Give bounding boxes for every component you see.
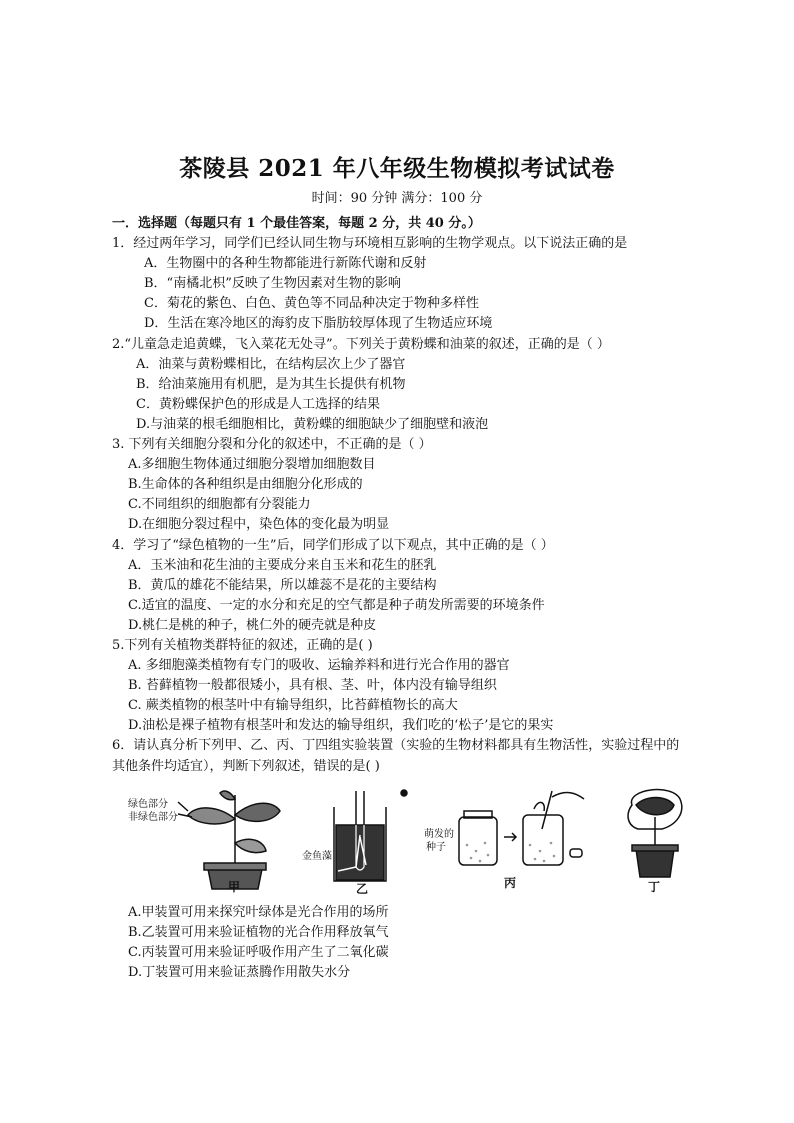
question-4-stem: 4．学习了“绿色植物的一生”后，同学们形成了以下观点，其中正确的是（ ） [112, 537, 554, 553]
question-6-option-a: A.甲装置可用来探究叶绿体是光合作用的场所 [128, 904, 389, 920]
question-4-option-c: C.适宜的温度、一定的水分和充足的空气都是种子萌发所需要的环境条件 [128, 597, 545, 613]
caption-yi: 乙 [356, 881, 369, 896]
question-5-option-b: B. 苔藓植物一般都很矮小，具有根、茎、叶，体内没有输导组织 [128, 678, 497, 694]
caption-jia: 甲 [228, 879, 241, 894]
question-4-option-d: D.桃仁是桃的种子，桃仁外的硬壳就是种皮 [128, 617, 377, 633]
question-5-option-d: D.油松是裸子植物有根茎叶和发达的输导组织，我们吃的‘松子’是它的果实 [128, 718, 554, 734]
caption-bing: 丙 [504, 875, 517, 890]
question-1-option-d: D．生活在寒冷地区的海豹皮下脂肪较厚体现了生物适应环境 [144, 316, 493, 332]
label-goldfish-weed: 金鱼藻 [302, 850, 332, 862]
question-5-stem: 5.下列有关植物类群特征的叙述，正确的是( ) [112, 637, 373, 653]
question-2-option-c: C．黄粉蝶保护色的形成是人工选择的结果 [136, 396, 380, 412]
question-3-option-a: A.多细胞生物体通过细胞分裂增加细胞数目 [128, 457, 376, 473]
question-2-stem: 2.“儿童急走追黄蝶，飞入菜花无处寻”。下列关于黄粉蝶和油菜的叙述，正确的是（ ） [112, 336, 610, 352]
caption-ding: 丁 [648, 879, 661, 894]
question-2-option-d: D.与油菜的根毛细胞相比，黄粉蝶的细胞缺少了细胞壁和液泡 [136, 416, 489, 432]
question-6-stem: 6．请认真分析下列甲、乙、丙、丁四组实验装置（实验的生物材料都具有生物活性，实验过程中的其他条件均适宜），判断下列叙述，错误的是( ) [112, 738, 680, 774]
question-2-option-a: A．油菜与黄粉蝶相比，在结构层次上少了器官 [136, 356, 406, 372]
label-green-part: 绿色部分 [128, 798, 168, 810]
question-3-stem: 3. 下列有关细胞分裂和分化的叙述中，不正确的是（ ） [112, 437, 432, 453]
question-3-option-c: C.不同组织的细胞都有分裂能力 [128, 497, 311, 513]
question-5-option-c: C. 蕨类植物的根茎叶中有输导组织，比苔藓植物长的高大 [128, 698, 458, 714]
experiment-apparatus-drawing [126, 785, 686, 895]
question-1-option-c: C．菊花的紫色、白色、黄色等不同品种决定于物种多样性 [144, 296, 479, 312]
question-3-option-d: D.在细胞分裂过程中，染色体的变化最为明显 [128, 517, 390, 533]
exam-content [112, 214, 692, 983]
question-4-option-a: A．玉米油和花生油的主要成分来自玉米和花生的胚乳 [128, 557, 437, 573]
label-non-green-part: 非绿色部分 [128, 811, 178, 823]
question-1-option-a: A．生物圈中的各种生物都能进行新陈代谢和反射 [144, 256, 427, 272]
question-3-option-b: B.生命体的各种组织是由细胞分化形成的 [128, 477, 363, 493]
exam-subtitle: 时间：90 分钟 满分：100 分 [311, 191, 483, 206]
label-germinating-seeds-line2: 种子 [426, 841, 446, 853]
question-6-option-b: B.乙装置可用来验证植物的光合作用释放氧气 [128, 924, 389, 940]
question-6-option-c: C.丙装置可用来验证呼吸作用产生了二氧化碳 [128, 944, 389, 960]
question-2-option-b: B．给油菜施用有机肥，是为其生长提供有机物 [136, 376, 406, 392]
exam-title: 茶陵县 2021 年八年级生物模拟考试试卷 [179, 155, 615, 182]
label-germinating-seeds-line1: 萌发的 [424, 828, 454, 840]
section-heading: 一．选择题（每题只有 1 个最佳答案，每题 2 分，共 40 分。） [112, 216, 481, 231]
question-4-option-b: B．黄瓜的雄花不能结果，所以雄蕊不是花的主要结构 [128, 577, 437, 593]
question-1-option-b: B．“南橘北枳”反映了生物因素对生物的影响 [144, 276, 401, 292]
question-5-option-a: A. 多细胞藻类植物有专门的吸收、运输养料和进行光合作用的器官 [128, 658, 510, 674]
question-6-option-d: D.丁装置可用来验证蒸腾作用散失水分 [128, 964, 351, 980]
question-1-stem: 1．经过两年学习，同学们已经认同生物与环境相互影响的生物学观点。以下说法正确的是 [112, 236, 628, 252]
experiment-figure [126, 785, 686, 895]
